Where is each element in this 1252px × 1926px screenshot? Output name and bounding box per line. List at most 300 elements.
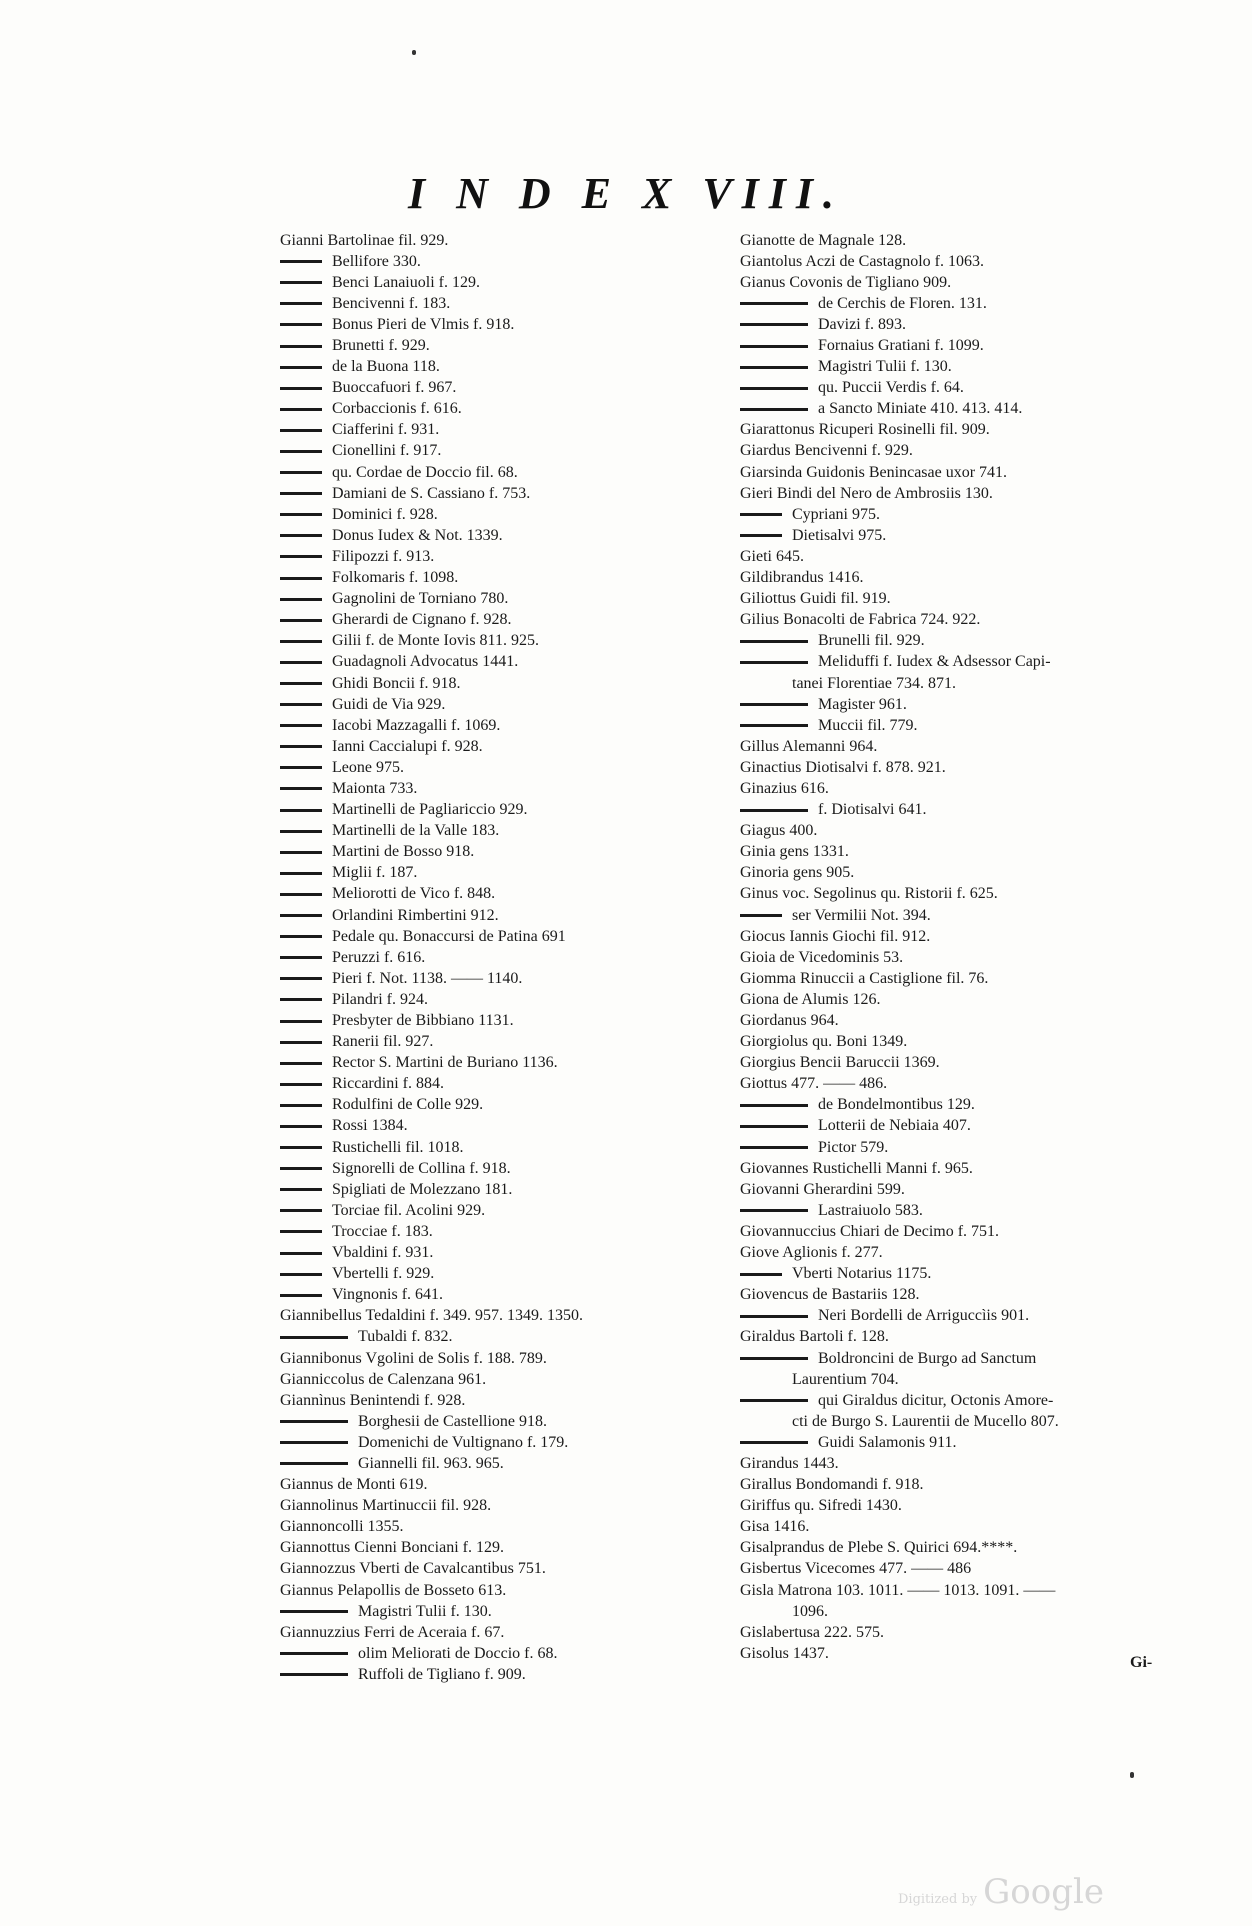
index-entry-text: Damiani de S. Cassiano f. 753.	[332, 484, 531, 502]
index-entry	[740, 399, 1180, 420]
index-entry	[280, 1411, 710, 1432]
index-entry-text: Giannibellus Tedaldini f. 349. 957. 1349. 1350.	[280, 1307, 583, 1325]
index-entry-text: Davizi f. 893.	[818, 315, 906, 333]
index-entry	[280, 1306, 710, 1327]
index-entry	[740, 1411, 1180, 1432]
index-entry	[280, 230, 710, 251]
ditto-dash	[280, 345, 322, 348]
index-entry	[740, 610, 1180, 631]
index-entry-text: Peruzzi f. 616.	[332, 948, 426, 966]
index-entry	[280, 842, 710, 863]
ditto-dash	[740, 1315, 808, 1318]
watermark-brand: Google	[983, 1872, 1104, 1912]
index-entry-text: Cypriani 975.	[792, 505, 880, 523]
index-entry	[740, 1643, 1180, 1664]
index-entry-text: Filipozzi f. 913.	[332, 547, 435, 565]
index-entry	[280, 968, 710, 989]
ditto-dash	[280, 1420, 348, 1423]
ditto-dash	[280, 387, 322, 390]
index-entry	[280, 1327, 710, 1348]
index-entry	[280, 1559, 710, 1580]
index-entry-text: Gherardi de Cignano f. 928.	[332, 611, 512, 629]
index-entry	[280, 314, 710, 335]
index-entry	[740, 462, 1180, 483]
index-entry-text: Giannus Pelapollis de Bosseto 613.	[280, 1581, 507, 1599]
index-entry	[740, 1517, 1180, 1538]
index-entry-text: Dominici f. 928.	[332, 505, 438, 523]
index-entry	[280, 757, 710, 778]
index-entry-text: Giardus Bencivenni f. 929.	[740, 442, 913, 460]
index-entry-text: qui Giraldus dicitur, Octonis Amore-	[818, 1391, 1054, 1409]
index-entry-text: Giovanni Gherardini 599.	[740, 1180, 905, 1198]
ditto-dash	[740, 323, 808, 326]
index-entry-text: Guidi de Via 929.	[332, 695, 446, 713]
index-entry	[280, 1032, 710, 1053]
ditto-dash	[280, 1294, 322, 1297]
ditto-dash	[280, 408, 322, 411]
index-entry	[280, 1390, 710, 1411]
ditto-dash	[740, 1273, 782, 1276]
ditto-dash	[740, 703, 808, 706]
ditto-dash	[280, 1083, 322, 1086]
index-entry	[740, 378, 1180, 399]
ditto-dash	[280, 1209, 322, 1212]
index-entry	[280, 800, 710, 821]
index-entry	[280, 694, 710, 715]
index-entry-text: Giriffus qu. Sifredi 1430.	[740, 1497, 902, 1515]
index-entry-text: Pedale qu. Bonaccursi de Patina 691	[332, 927, 566, 945]
ditto-dash	[280, 1336, 348, 1339]
index-entry	[740, 989, 1180, 1010]
ditto-dash	[280, 766, 322, 769]
ditto-dash	[740, 1125, 808, 1128]
catchword: Gi-	[1130, 1654, 1153, 1671]
index-entry	[280, 483, 710, 504]
index-entry-text: f. Diotisalvi 641.	[818, 801, 927, 819]
index-entry-text: Vbaldini f. 931.	[332, 1244, 434, 1262]
index-entry	[740, 1496, 1180, 1517]
index-entry	[740, 335, 1180, 356]
index-entry	[280, 715, 710, 736]
index-entry-text: Laurentium 704.	[792, 1370, 899, 1388]
index-entry-text: Ghidi Boncii f. 918.	[332, 674, 461, 692]
index-entry	[740, 1264, 1180, 1285]
index-entry-text: Giannottus Cienni Bonciani f. 129.	[280, 1539, 504, 1557]
index-entry-text: qu. Puccii Verdis f. 64.	[818, 379, 964, 397]
index-entry	[280, 1095, 710, 1116]
ditto-dash	[280, 619, 322, 622]
index-entry-text: Giovannes Rustichelli Manni f. 965.	[740, 1159, 973, 1177]
index-entry	[740, 1010, 1180, 1031]
index-entry-text: Trocciae f. 183.	[332, 1222, 433, 1240]
page-speck	[412, 50, 416, 55]
index-entry	[740, 694, 1180, 715]
index-entry-text: Maionta 733.	[332, 779, 418, 797]
index-entry-text: tanei Florentiae 734. 871.	[792, 674, 956, 692]
index-entry-text: Gagnolini de Torniano 780.	[332, 590, 509, 608]
index-entry	[740, 504, 1180, 525]
index-entry-text: Giorgiolus qu. Boni 1349.	[740, 1033, 908, 1051]
index-entry-text: Rector S. Martini de Buriano 1136.	[332, 1054, 558, 1072]
ditto-dash	[280, 302, 322, 305]
ditto-dash	[740, 1104, 808, 1107]
ditto-dash	[280, 914, 322, 917]
ditto-dash	[280, 366, 322, 369]
index-entry	[740, 546, 1180, 567]
index-entry	[280, 1200, 710, 1221]
index-entry-text: Ginactius Diotisalvi f. 878. 921.	[740, 758, 946, 776]
index-entry	[740, 947, 1180, 968]
index-entry-text: Brunelli fil. 929.	[818, 632, 925, 650]
index-entry-text: Giagus 400.	[740, 822, 818, 840]
index-entry	[280, 989, 710, 1010]
index-entry	[740, 314, 1180, 335]
index-entry-text: Gilius Bonacolti de Fabrica 724. 922.	[740, 611, 981, 629]
index-entry-text: Giannolinus Martinuccii fil. 928.	[280, 1497, 492, 1515]
index-entry-text: Gislabertusa 222. 575.	[740, 1623, 884, 1641]
ditto-dash	[280, 492, 322, 495]
index-entry	[740, 1243, 1180, 1264]
ditto-dash	[280, 787, 322, 790]
digitized-watermark	[898, 1872, 1104, 1912]
index-entry	[740, 884, 1180, 905]
ditto-dash	[740, 640, 808, 643]
index-entry-text: de Cerchis de Floren. 131.	[818, 294, 987, 312]
ditto-dash	[740, 1441, 808, 1444]
index-entry	[280, 1179, 710, 1200]
index-entry	[740, 1200, 1180, 1221]
index-entry	[280, 905, 710, 926]
index-entry-text: Guadagnoli Advocatus 1441.	[332, 653, 519, 671]
ditto-dash	[280, 534, 322, 537]
index-entry-text: Giorgius Bencii Baruccii 1369.	[740, 1054, 940, 1072]
index-entry-text: Ginia gens 1331.	[740, 843, 849, 861]
index-entry-text: Guidi Salamonis 911.	[818, 1433, 957, 1451]
index-entry	[740, 800, 1180, 821]
index-entry-text: Neri Bordelli de Arriguccìis 901.	[818, 1307, 1030, 1325]
index-entry	[740, 1285, 1180, 1306]
index-entry	[280, 1158, 710, 1179]
index-entry-text: Ginazius 616.	[740, 779, 829, 797]
index-entry-text: Rodulfini de Colle 929.	[332, 1096, 484, 1114]
ditto-dash	[280, 577, 322, 580]
index-entry-text: Girallus Bondomandi f. 918.	[740, 1476, 924, 1494]
index-entry	[740, 715, 1180, 736]
index-entry-text: Giannus de Monti 619.	[280, 1476, 428, 1494]
index-entry-text: Gillus Alemanni 964.	[740, 737, 878, 755]
index-entry-text: Gildibrandus 1416.	[740, 569, 864, 587]
index-entry-text: a Sancto Miniate 410. 413. 414.	[818, 400, 1023, 418]
index-entry	[740, 1053, 1180, 1074]
index-entry	[740, 357, 1180, 378]
index-entry-text: Ruffoli de Tigliano f. 909.	[358, 1665, 526, 1683]
index-entry	[280, 652, 710, 673]
index-entry-text: Rustichelli fil. 1018.	[332, 1138, 464, 1156]
ditto-dash	[280, 1462, 348, 1465]
index-entry-text: Iacobi Mazzagalli f. 1069.	[332, 716, 501, 734]
index-entry	[280, 736, 710, 757]
index-entry-text: Giannìnus Benintendi f. 928.	[280, 1391, 466, 1409]
index-entry-text: Giannoncolli 1355.	[280, 1518, 404, 1536]
index-entry	[280, 1580, 710, 1601]
index-entry-text: Magister 961.	[818, 695, 907, 713]
index-entry	[280, 1496, 710, 1517]
index-entry	[740, 420, 1180, 441]
ditto-dash	[280, 555, 322, 558]
index-entry-text: Bellifore 330.	[332, 252, 421, 270]
ditto-dash	[280, 998, 322, 1001]
index-entry-text: Gianus Covonis de Tigliano 909.	[740, 273, 952, 291]
index-entry-text: de Bondelmontibus 129.	[818, 1096, 975, 1114]
ditto-dash	[280, 1125, 322, 1128]
index-entry-text: Buoccafuori f. 967.	[332, 379, 457, 397]
index-entry-text: Presbyter de Bibbiano 1131.	[332, 1012, 514, 1030]
ditto-dash	[740, 302, 808, 305]
ditto-dash	[280, 1252, 322, 1255]
index-entry-text: ser Vermilii Not. 394.	[792, 906, 931, 924]
ditto-dash	[280, 1273, 322, 1276]
index-entry-text: Giliottus Guidi fil. 919.	[740, 590, 891, 608]
index-entry-text: Vingnonis f. 641.	[332, 1286, 444, 1304]
index-entry	[280, 1601, 710, 1622]
index-entry-text: Gianni Bartolinae fil. 929.	[280, 231, 449, 249]
ditto-dash	[280, 1188, 322, 1191]
ditto-dash	[280, 281, 322, 284]
index-entry	[740, 1327, 1180, 1348]
index-entry	[280, 1010, 710, 1031]
index-entry	[280, 589, 710, 610]
index-entry-text: Gianotte de Magnale 128.	[740, 231, 907, 249]
index-entry	[280, 1538, 710, 1559]
index-entry	[740, 652, 1180, 673]
index-entry	[280, 673, 710, 694]
index-entry	[740, 525, 1180, 546]
index-entry	[740, 673, 1180, 694]
index-entry-text: Giona de Alumis 126.	[740, 990, 881, 1008]
index-entry-text: Gisalprandus de Plebe S. Quirici 694.****.	[740, 1539, 1018, 1557]
ditto-dash	[280, 513, 322, 516]
ditto-dash	[280, 893, 322, 896]
ditto-dash	[740, 1146, 808, 1149]
index-entry-text: Rossi 1384.	[332, 1117, 408, 1135]
index-entry	[740, 1538, 1180, 1559]
ditto-dash	[280, 1230, 322, 1233]
index-entry-text: Martinelli de la Valle 183.	[332, 822, 500, 840]
index-entry-text: Miglii f. 187.	[332, 864, 418, 882]
ditto-dash	[280, 429, 322, 432]
ditto-dash	[740, 661, 808, 664]
ditto-dash	[280, 872, 322, 875]
ditto-dash	[280, 745, 322, 748]
index-entry-text: Domenichi de Vultignano f. 179.	[358, 1433, 569, 1451]
index-entry-text: Donus Iudex & Not. 1339.	[332, 526, 503, 544]
index-entry-text: Benci Lanaiuoli f. 129.	[332, 273, 480, 291]
index-entry	[740, 863, 1180, 884]
index-entry-text: Giannozzus Vberti de Cavalcantibus 751.	[280, 1560, 546, 1578]
index-entry	[740, 1475, 1180, 1496]
index-entry-text: Lastraiuolo 583.	[818, 1201, 923, 1219]
index-entry-text: Torciae fil. Acolini 929.	[332, 1201, 486, 1219]
index-entry	[280, 525, 710, 546]
index-entry-text: Muccii fil. 779.	[818, 716, 918, 734]
ditto-dash	[740, 408, 808, 411]
index-entry-text: Ginoria gens 905.	[740, 864, 855, 882]
index-entry	[740, 736, 1180, 757]
index-entry	[740, 1601, 1180, 1622]
index-entry-text: Bonus Pieri de Vlmis f. 918.	[332, 315, 515, 333]
index-entry	[740, 842, 1180, 863]
index-entry	[740, 251, 1180, 272]
index-entry-text: Brunetti f. 929.	[332, 337, 430, 355]
ditto-dash	[740, 1399, 808, 1402]
index-entry-text: Vberti Notarius 1175.	[792, 1265, 932, 1283]
index-entry	[740, 589, 1180, 610]
index-entry	[740, 293, 1180, 314]
index-entry	[280, 1053, 710, 1074]
index-entry	[280, 884, 710, 905]
ditto-dash	[280, 1104, 322, 1107]
index-entry-text: Giordanus 964.	[740, 1012, 839, 1030]
index-entry	[280, 1432, 710, 1453]
ditto-dash	[280, 661, 322, 664]
index-entry	[280, 293, 710, 314]
index-entry	[740, 968, 1180, 989]
index-entry	[280, 1116, 710, 1137]
index-entry-text: Bencivenni f. 183.	[332, 294, 451, 312]
index-entry-text: Giomma Rinuccii a Castiglione fil. 76.	[740, 969, 989, 987]
index-column-right	[740, 230, 1180, 1664]
index-entry	[740, 1116, 1180, 1137]
ditto-dash	[280, 1652, 348, 1655]
page-speck	[1130, 1772, 1134, 1778]
index-entry	[740, 1306, 1180, 1327]
index-entry-text: Signorelli de Collina f. 918.	[332, 1159, 511, 1177]
index-entry	[280, 863, 710, 884]
index-entry	[740, 1158, 1180, 1179]
ditto-dash	[280, 956, 322, 959]
index-entry-text: Martini de Bosso 918.	[332, 843, 475, 861]
index-entry-text: Giarsinda Guidonis Benincasae uxor 741.	[740, 463, 1008, 481]
index-entry	[740, 1559, 1180, 1580]
index-entry	[280, 1074, 710, 1095]
index-entry	[280, 778, 710, 799]
ditto-dash	[280, 260, 322, 263]
ditto-dash	[740, 1357, 808, 1360]
index-entry-text: Gisolus 1437.	[740, 1644, 829, 1662]
ditto-dash	[740, 809, 808, 812]
index-entry-text: Vbertelli f. 929.	[332, 1265, 435, 1283]
index-entry-text: Ginus voc. Segolinus qu. Ristorii f. 625.	[740, 885, 998, 903]
index-entry	[740, 926, 1180, 947]
index-entry-text: Giarattonus Ricuperi Rosinelli fil. 909.	[740, 421, 990, 439]
ditto-dash	[280, 1441, 348, 1444]
index-entry-text: Folkomaris f. 1098.	[332, 569, 459, 587]
index-entry	[280, 1285, 710, 1306]
index-entry	[740, 568, 1180, 589]
ditto-dash	[280, 598, 322, 601]
ditto-dash	[280, 1041, 322, 1044]
index-entry-text: Pilandri f. 924.	[332, 990, 428, 1008]
index-entry	[280, 1369, 710, 1390]
index-entry	[740, 272, 1180, 293]
index-entry	[740, 1348, 1180, 1369]
ditto-dash	[280, 1062, 322, 1065]
index-entry-text: Giantolus Aczi de Castagnolo f. 1063.	[740, 252, 984, 270]
index-entry-text: Riccardini f. 884.	[332, 1075, 444, 1093]
index-entry-text: Lotterii de Nebiaia 407.	[818, 1117, 971, 1135]
ditto-dash	[280, 682, 322, 685]
index-entry-text: Girandus 1443.	[740, 1454, 839, 1472]
index-entry	[740, 483, 1180, 504]
index-entry	[280, 441, 710, 462]
index-entry	[740, 1580, 1180, 1601]
ditto-dash	[280, 1167, 322, 1170]
index-entry-text: Martinelli de Pagliariccio 929.	[332, 801, 528, 819]
index-entry-text: Giottus 477. —— 486.	[740, 1075, 888, 1093]
ditto-dash	[740, 345, 808, 348]
index-entry	[280, 546, 710, 567]
index-entry	[280, 1517, 710, 1538]
index-entry-text: Giovannuccius Chiari de Decimo f. 751.	[740, 1222, 1000, 1240]
index-entry-text: 1096.	[792, 1602, 828, 1620]
index-entry-text: Gilii f. de Monte Iovis 811. 925.	[332, 632, 539, 650]
index-entry-text: Gieti 645.	[740, 547, 804, 565]
index-entry	[280, 378, 710, 399]
index-entry	[280, 1453, 710, 1474]
ditto-dash	[280, 830, 322, 833]
index-entry-text: qu. Cordae de Doccio fil. 68.	[332, 463, 518, 481]
ditto-dash	[280, 450, 322, 453]
index-entry	[740, 778, 1180, 799]
index-entry	[280, 335, 710, 356]
index-entry	[280, 504, 710, 525]
index-entry	[740, 1179, 1180, 1200]
index-entry-text: Gioia de Vicedominis 53.	[740, 948, 904, 966]
index-column-left	[280, 230, 710, 1685]
index-entry-text: Fornaius Gratiani f. 1099.	[818, 337, 984, 355]
index-entry	[280, 1348, 710, 1369]
index-entry	[280, 251, 710, 272]
index-entry-text: Corbaccionis f. 616.	[332, 400, 462, 418]
index-entry-text: Giovencus de Bastariis 128.	[740, 1286, 920, 1304]
index-entry	[740, 757, 1180, 778]
index-entry-text: Gieri Bindi del Nero de Ambrosiis 130.	[740, 484, 993, 502]
index-entry	[280, 1475, 710, 1496]
index-entry	[740, 1622, 1180, 1643]
index-entry-text: Pieri f. Not. 1138. —— 1140.	[332, 969, 523, 987]
index-entry	[280, 1221, 710, 1242]
index-entry-text: Gianniccolus de Calenzana 961.	[280, 1370, 487, 1388]
index-entry	[740, 1221, 1180, 1242]
index-entry-text: Giannelli fil. 963. 965.	[358, 1454, 504, 1472]
index-entry-text: Dietisalvi 975.	[792, 526, 887, 544]
index-entry-text: Magistri Tulii f. 130.	[358, 1602, 492, 1620]
index-entry	[280, 631, 710, 652]
ditto-dash	[280, 1020, 322, 1023]
ditto-dash	[280, 471, 322, 474]
ditto-dash	[740, 513, 782, 516]
index-entry-text: Meliorotti de Vico f. 848.	[332, 885, 496, 903]
index-entry-text: Gisbertus Vicecomes 477. —— 486	[740, 1560, 972, 1578]
ditto-dash	[280, 1673, 348, 1676]
index-entry	[740, 1390, 1180, 1411]
index-entry	[280, 610, 710, 631]
ditto-dash	[740, 1209, 808, 1212]
index-entry	[740, 1369, 1180, 1390]
ditto-dash	[740, 724, 808, 727]
index-entry-text: Spigliati de Molezzano 181.	[332, 1180, 513, 1198]
index-entry-text: Pictor 579.	[818, 1138, 889, 1156]
